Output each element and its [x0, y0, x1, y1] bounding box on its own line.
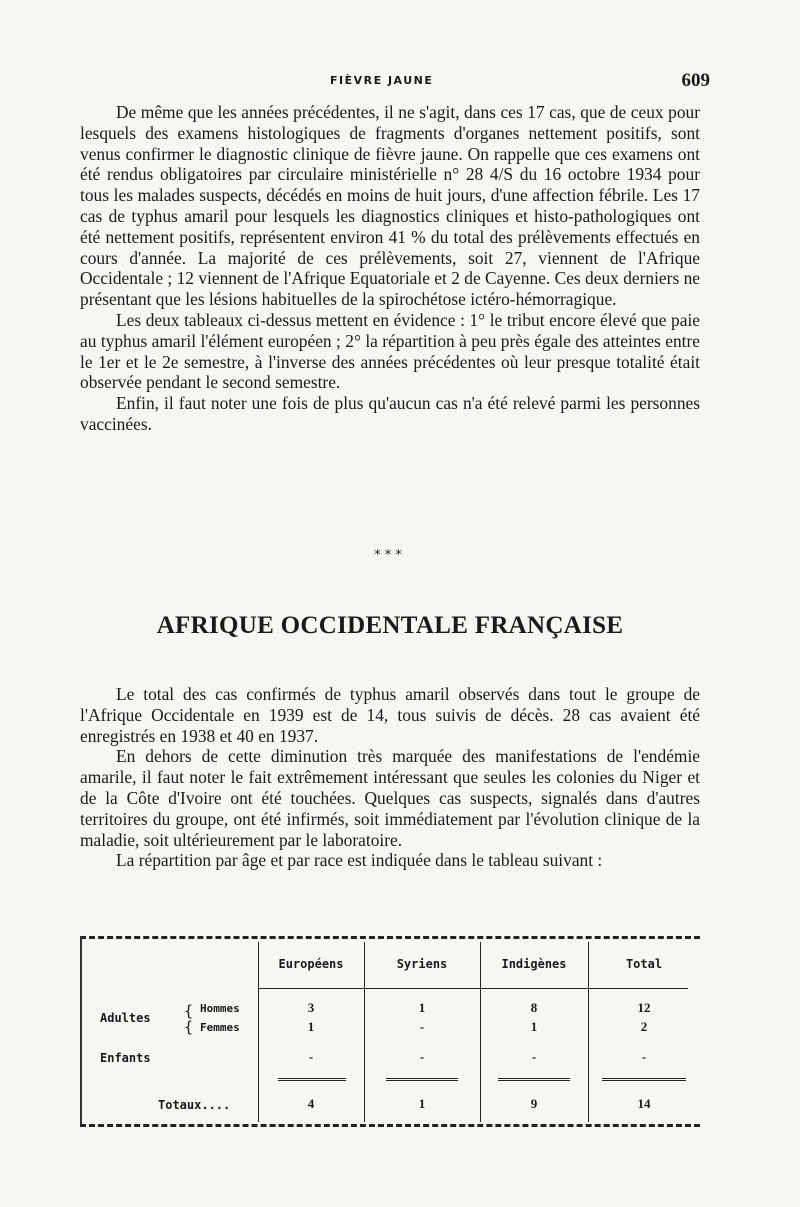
column-header-indigenes: Indigènes — [501, 957, 567, 971]
text-block-top — [80, 102, 700, 435]
table-cell: 3 — [307, 1000, 315, 1015]
paragraph: La répartition par âge et par race est indiquée dans le tableau suivant : — [116, 850, 603, 871]
brace: { — [184, 1002, 194, 1020]
row-group-label: Adultes — [100, 1011, 151, 1025]
double-rule — [278, 1078, 346, 1081]
column-header-total: Total — [625, 957, 663, 971]
distribution-table — [80, 932, 700, 1132]
paragraph: En dehors de cette diminution très marquée des manifestations de l'endémie amarile, il faut noter le fait extrêmement intéressant que seules les colonies du Niger et de la Côte d'Ivoire ont été touchées. Quelques cas suspects, signalés dans d'autres territoires du groupe, ont été infirmés, soit immédiatement par l'évolution clinique de la maladie, soit ultérieurement par le laboratoire. — [80, 746, 700, 850]
totals-label: Totaux.... — [158, 1098, 231, 1112]
table-cell: - — [419, 1019, 425, 1034]
row-sub-label: Femmes — [200, 1021, 240, 1034]
brace: { — [184, 1018, 194, 1036]
table-bottom-border — [80, 1124, 700, 1127]
section-title: AFRIQUE OCCIDENTALE FRANÇAISE — [156, 612, 624, 639]
table-cell: 8 — [530, 1000, 538, 1015]
double-rule — [602, 1078, 686, 1081]
total-cell: 14 — [637, 1096, 651, 1111]
table-cell: 1 — [530, 1019, 538, 1034]
running-title: FIÈVRE JAUNE — [330, 74, 434, 87]
header-rule — [258, 988, 688, 989]
table-cell: - — [531, 1049, 537, 1064]
table-cell: 1 — [418, 1000, 426, 1015]
section-separator: * * * — [374, 548, 402, 563]
row-group-label: Enfants — [100, 1051, 151, 1065]
table-cell: - — [419, 1049, 425, 1064]
total-cell: 4 — [307, 1096, 315, 1111]
table-left-edge — [80, 936, 82, 1124]
total-cell: 9 — [530, 1096, 538, 1111]
table-cell: 1 — [307, 1019, 315, 1034]
total-cell: 1 — [418, 1096, 426, 1111]
row-sub-label: Hommes — [200, 1002, 240, 1015]
table-cell: 12 — [637, 1000, 651, 1015]
paragraph: De même que les années précédentes, il ne s'agit, dans ces 17 cas, que de ceux pour lesquels des examens histologiques de fragments d'organes nettement positifs, sont venus confirmer le diagnostic clinique de fièvre jaune. On rappelle que ces examens ont été rendus obligatoires par circulaire ministérielle n° 28 4/S du 16 octobre 1934 pour tous les malades suspects, décédés en moins de huit jours, d'une affection fébrile. Les 17 cas de typhus amaril pour lesquels les diagnostics cliniques et histo-pathologiques ont été nettement positifs, représentent environ 41 % du total des prélèvements effectués en cours d'année. La majorité de ces prélèvements, soit 27, viennent de l'Afrique Occidentale ; 12 viennent de l'Afrique Equatoriale et 2 de Cayenne. Ces deux derniers ne présentant que les lésions habituelles de la spirochétose ictéro-hémorragique. — [80, 102, 700, 310]
paragraph: Le total des cas confirmés de typhus amaril observés dans tout le groupe de l'Afrique Occidentale en 1939 est de 14, tous suivis de décès. 28 cas avaient été enregistrés en 1938 et 40 en 1937. — [80, 684, 700, 746]
running-header — [0, 70, 800, 94]
table-cell: - — [641, 1049, 647, 1064]
table-cell: - — [308, 1049, 314, 1064]
column-header-europeens: Européens — [278, 957, 344, 971]
table-cell: 2 — [640, 1019, 648, 1034]
paragraph: Les deux tableaux ci-dessus mettent en évidence : 1° le tribut encore élevé que paie au typhus amaril l'élément européen ; 2° la répartition à peu près égale des atteintes entre le 1er et le 2e semestre, à l'inverse des années précédentes où leur presque totalité était observée pendant le second semestre. — [80, 309, 700, 393]
column-header-syriens: Syriens — [396, 957, 448, 971]
paragraph: Enfin, il faut noter une fois de plus qu'aucun cas n'a été relevé parmi les personnes vaccinées. — [80, 393, 700, 434]
double-rule — [498, 1078, 570, 1081]
page-number: 609 — [681, 70, 710, 91]
double-rule — [386, 1078, 458, 1081]
text-block-bottom — [80, 684, 700, 871]
table-top-border — [80, 936, 700, 939]
